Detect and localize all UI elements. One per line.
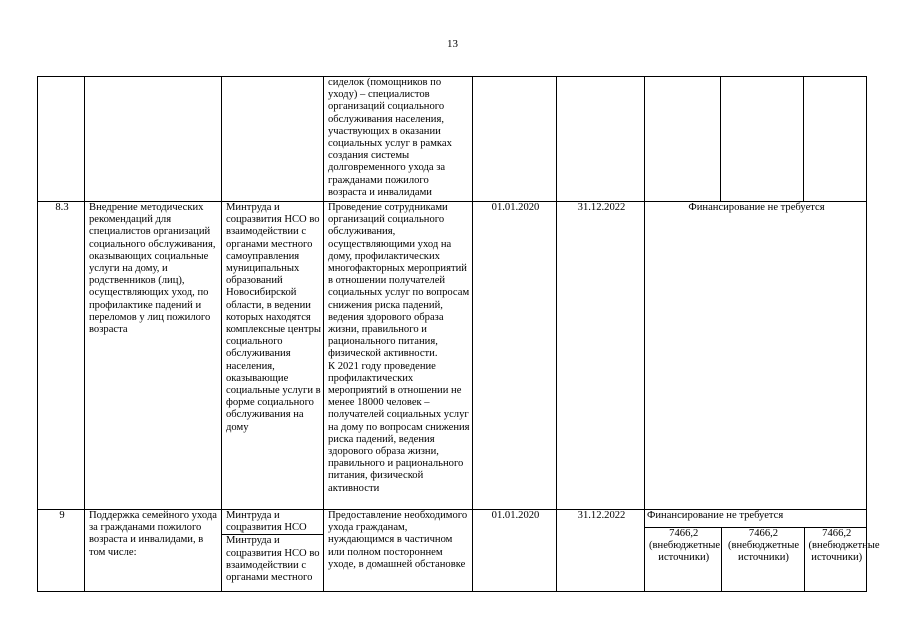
cell-measure: [85, 77, 222, 202]
funding-text: Финансирование не требуется: [645, 202, 867, 510]
plan-table: [37, 76, 880, 592]
cell-result: сиделок (помощников по уходу) – специалистов организаций социального обслуживания населения, участвующих в оказании социальных услуг в рамках создания системы долговременного ухода за гражданами пожилого возраста и инвалидами: [324, 77, 473, 202]
measure-text: Поддержка семейного ухода за гражданами пожилого возраста и инвалидами, в том числе:: [85, 510, 222, 592]
cell-funding-2: [721, 77, 804, 202]
amount-value: 7466,2: [822, 528, 852, 539]
amount-cell: [804, 528, 880, 591]
row-number: 8.3: [38, 202, 85, 510]
start-date: 01.01.2020: [473, 202, 557, 510]
cell-end-date: [557, 77, 645, 202]
executor-cell: [222, 510, 324, 592]
executor-text-secondary: Минтруда и соцразвития НСО во взаимодействии с органами местного: [222, 534, 323, 584]
amount-source: (внебюджетные источники): [808, 540, 880, 564]
start-date: 01.01.2020: [473, 510, 557, 592]
executor-text-primary: Минтруда и соцразвития НСО: [226, 510, 307, 534]
amount-source: (внебюджетные источники): [649, 540, 721, 564]
measure-text: Внедрение методических рекомендаций для специалистов организаций социального обслуживания, оказывающих социальные услуги на дому, и родственников (лиц), осуществляющих уход, по профилактике падений и переломов у лиц пожилого возраста: [85, 202, 222, 510]
row-number: 9: [38, 510, 85, 592]
amount-source: (внебюджетные источники): [727, 540, 800, 564]
result-text-target: К 2021 году проведение профилактических мероприятий в отношении не менее 18000 человек – получателей социальных услуг на дому по вопросам снижения риска падений, ведения здорового образа жизни, правильного и рационального питания, физической активности: [328, 360, 470, 494]
amount-cell: [645, 528, 721, 591]
executor-text: Минтруда и соцразвития НСО во взаимодействии с органами местного самоуправления муниципальных образований Новосибирской области, в ведении которых находятся комплексные центры социального обслуживания населения, оказывающие социальные услуги в форме социального обслуживания на дому: [222, 202, 324, 510]
amount-value: 7466,2: [669, 528, 699, 539]
table-row-continuation: [38, 77, 867, 202]
table-row: [38, 510, 867, 592]
table-row: [38, 202, 867, 510]
end-date: 31.12.2022: [557, 510, 645, 592]
amounts-table: [645, 527, 880, 591]
page-number: 13: [447, 38, 458, 50]
amount-value: 7466,2: [748, 528, 779, 539]
result-text: Предоставление необходимого ухода гражданам, нуждающимся в частичном или полном постороннем уходе, в домашней обстановке: [324, 510, 473, 592]
result-cell: [324, 202, 473, 510]
result-text: Проведение сотрудниками организаций социального обслуживания, осуществляющими уход на дому, профилактических многофакторных мероприятий в отношении получателей социальных услуг по вопросам снижения риска падений, ведения здорового образа жизни, правильного и рационального питания, физической активности.: [328, 202, 470, 360]
cell-start-date: [473, 77, 557, 202]
cell-funding-1: [645, 77, 721, 202]
end-date: 31.12.2022: [557, 202, 645, 510]
amount-cell: [721, 528, 804, 591]
cell-number: [38, 77, 85, 202]
cell-funding-3: [804, 77, 867, 202]
funding-text: Финансирование не требуется: [647, 510, 784, 521]
funding-cell: [645, 510, 880, 592]
cell-executor: [222, 77, 324, 202]
